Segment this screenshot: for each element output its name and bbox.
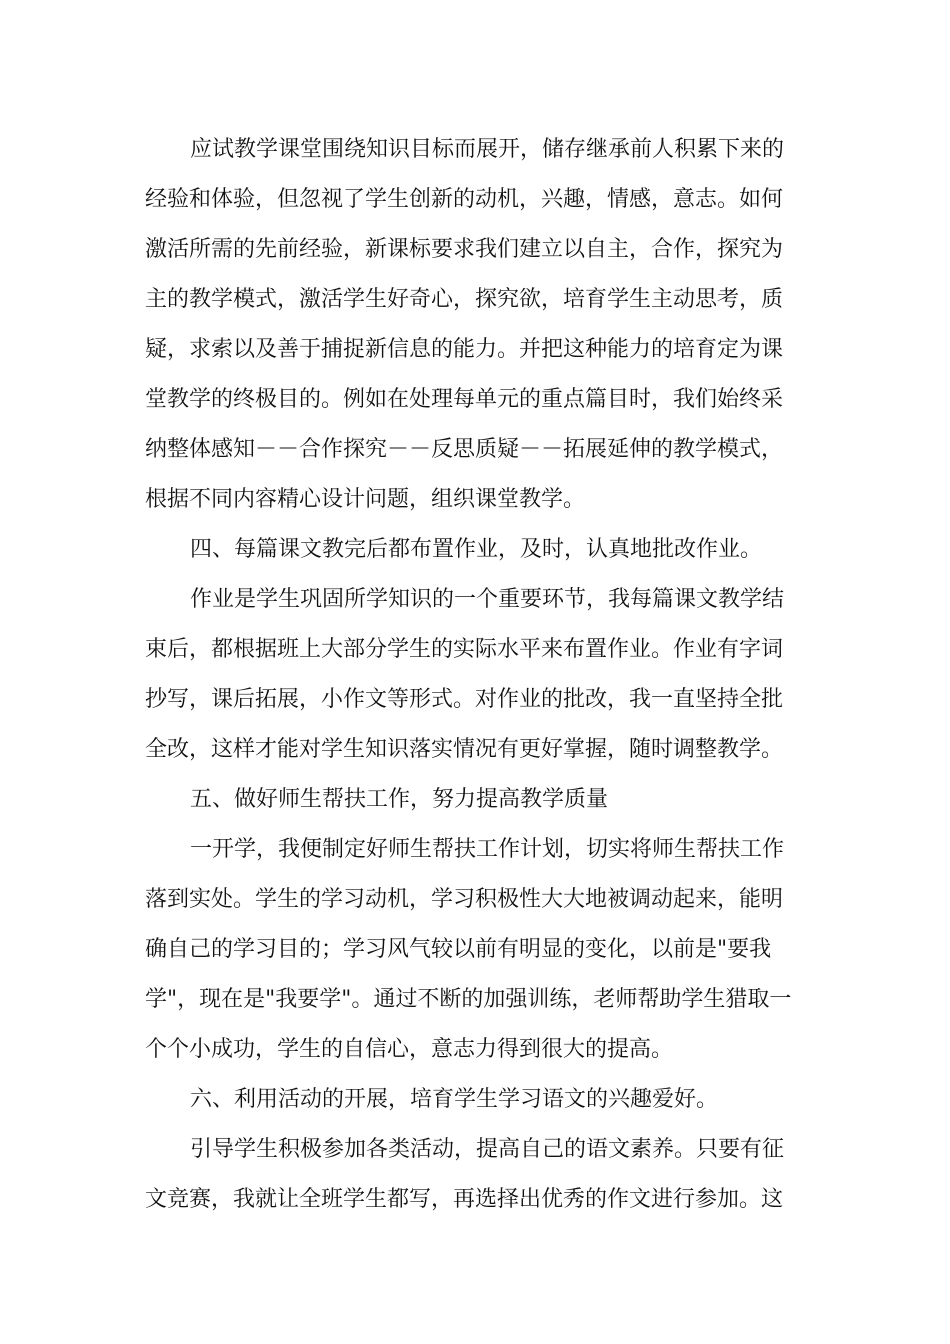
section-heading: 六、利用活动的开展，培育学生学习语文的兴趣爱好。 bbox=[190, 1087, 719, 1112]
text-line: 作业是学生巩固所学知识的一个重要环节，我每篇课文教学结 bbox=[190, 587, 785, 612]
text-line: 个个小成功，学生的自信心，意志力得到很大的提高。 bbox=[145, 1037, 674, 1062]
text-line: 文竞赛，我就让全班学生都写，再选择出优秀的作文进行参加。这 bbox=[145, 1187, 784, 1212]
text-line: 落到实处。学生的学习动机，学习积极性大大地被调动起来，能明 bbox=[145, 887, 784, 912]
text-line: 一开学，我便制定好师生帮扶工作计划，切实将师生帮扶工作 bbox=[190, 837, 785, 862]
text-line: 根据不同内容精心设计问题，组织课堂教学。 bbox=[145, 487, 586, 512]
text-line: 引导学生积极参加各类活动，提高自己的语文素养。只要有征 bbox=[190, 1137, 785, 1162]
text-line: 经验和体验，但忽视了学生创新的动机，兴趣，情感，意志。如何 bbox=[145, 187, 784, 212]
text-line: 全改，这样才能对学生知识落实情况有更好掌握，随时调整教学。 bbox=[145, 737, 784, 762]
text-line: 抄写，课后拓展，小作文等形式。对作业的批改，我一直坚持全批 bbox=[145, 687, 784, 712]
text-line: 主的教学模式，激活学生好奇心，探究欲，培育学生主动思考，质 bbox=[145, 287, 784, 312]
text-line: 疑，求索以及善于捕捉新信息的能力。并把这种能力的培育定为课 bbox=[145, 337, 784, 362]
section-heading: 四、每篇课文教完后都布置作业，及时，认真地批改作业。 bbox=[190, 537, 763, 562]
text-line: 确自己的学习目的；学习风气较以前有明显的变化，以前是"要我 bbox=[145, 937, 772, 962]
section-heading: 五、做好师生帮扶工作，努力提高教学质量 bbox=[190, 787, 609, 812]
text-line: 纳整体感知－－合作探究－－反思质疑－－拓展延伸的教学模式， bbox=[145, 437, 784, 462]
text-line: 堂教学的终极目的。例如在处理每单元的重点篇目时，我们始终采 bbox=[145, 387, 784, 412]
text-line: 学"，现在是"我要学"。通过不断的加强训练，老师帮助学生猎取一 bbox=[145, 987, 792, 1012]
text-line: 应试教学课堂围绕知识目标而展开，储存继承前人积累下来的 bbox=[190, 137, 785, 162]
text-line: 束后，都根据班上大部分学生的实际水平来布置作业。作业有字词 bbox=[145, 637, 784, 662]
text-line: 激活所需的先前经验，新课标要求我们建立以自主，合作，探究为 bbox=[145, 237, 784, 262]
